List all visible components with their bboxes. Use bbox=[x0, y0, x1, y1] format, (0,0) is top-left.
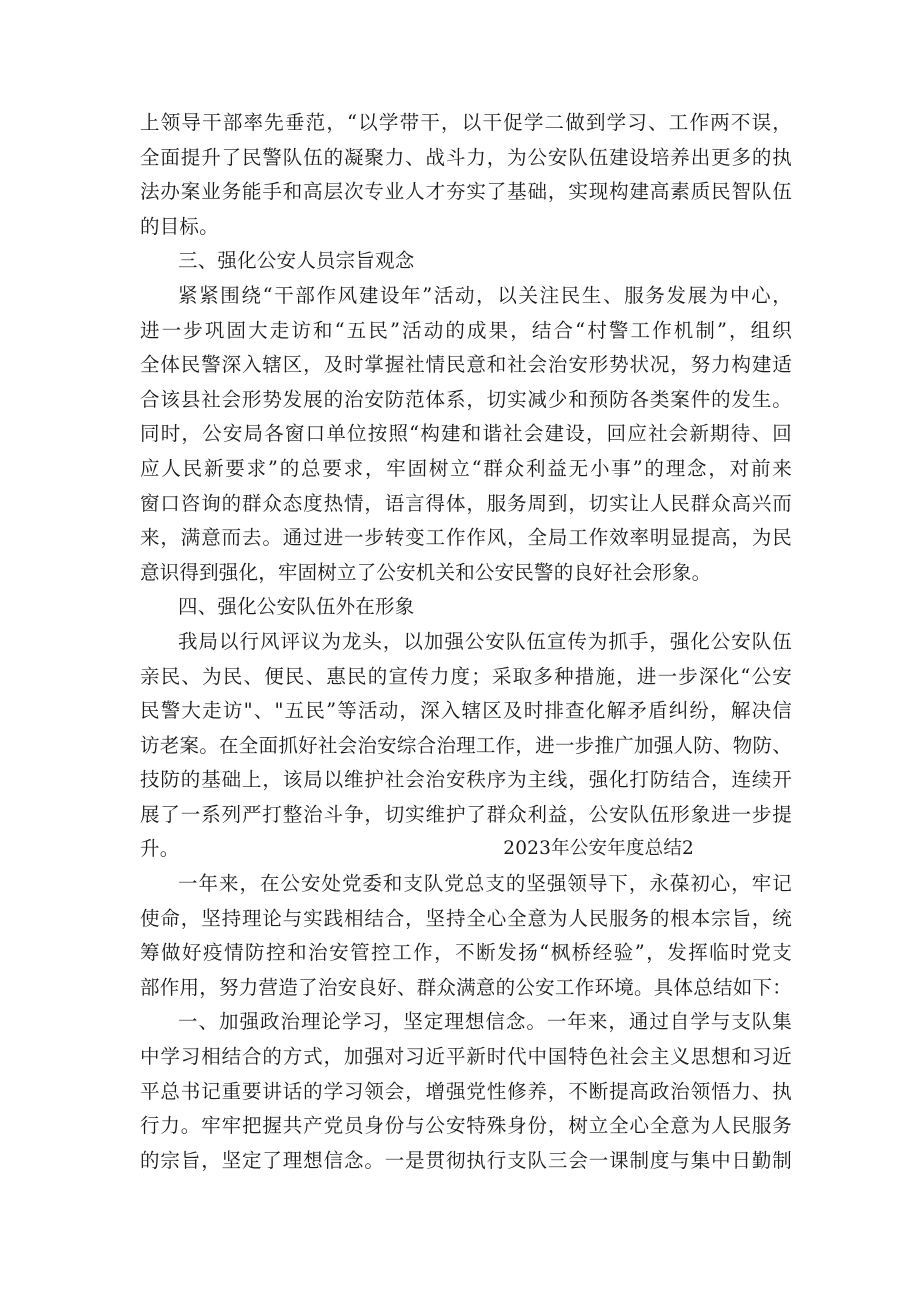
text-line: 中学习相结合的方式，加强对习近平新时代中国特色社会主义思想和习近 bbox=[140, 1045, 792, 1069]
text-line: 亲民、为民、便民、惠民的宣传力度；采取多种措施，进一步深化“公安 bbox=[140, 664, 792, 688]
text-line: 一年来，在公安处党委和支队党总支的坚强领导下，永葆初心，牢记 bbox=[178, 872, 792, 896]
text-line: 平总书记重要讲话的学习领会，增强党性修养，不断提高政治领悟力、执 bbox=[140, 1079, 792, 1103]
text-line: 上领导干部率先垂范，“以学带干，以干促学二做到学习、工作两不误， bbox=[140, 111, 792, 134]
text-line: 进一步巩固大走访和“五民”活动的成果，结合“村警工作机制”，组织 bbox=[140, 318, 792, 342]
paragraph-end: 升。 bbox=[140, 837, 180, 861]
text-line: 窗口咨询的群众态度热情，语言得体，服务周到，切实让人民群众高兴而 bbox=[140, 491, 792, 515]
text-line: 展了一系列严打整治斗争，切实维护了群众利益，公安队伍形象进一步提 bbox=[140, 802, 792, 826]
text-line: 我局以行风评议为龙头，以加强公安队伍宣传为抓手，强化公安队伍 bbox=[178, 629, 792, 653]
text-line-with-title bbox=[140, 832, 792, 867]
text-line: 的目标。 bbox=[140, 214, 219, 238]
text-line: 访老案。在全面抓好社会治安综合治理工作，进一步推广加强人防、物防、 bbox=[140, 733, 792, 757]
text-line: 应人民新要求”的总要求，牢固树立“群众利益无小事”的理念，对前来 bbox=[140, 456, 792, 480]
text-line: 的宗旨，坚定了理想信念。一是贯彻执行支队三会一课制度与集中日勤制 bbox=[140, 1148, 792, 1172]
text-line: 意识得到强化，牢固树立了公安机关和公安民警的良好社会形象。 bbox=[140, 560, 712, 584]
text-line: 来，满意而去。通过进一步转变工作作风，全局工作效率明显提高，为民 bbox=[140, 526, 792, 550]
text-line: 全面提升了民警队伍的凝聚力、战斗力，为公安队伍建设培养出更多的执 bbox=[140, 145, 792, 169]
section-title: 2023年公安年度总结2 bbox=[503, 838, 694, 860]
text-line: 紧紧围绕“干部作风建设年”活动，以关注民生、服务发展为中心， bbox=[178, 283, 792, 307]
text-line: 部作用，努力营造了治安良好、群众满意的公安工作环境。具体总结如下： bbox=[140, 975, 792, 999]
text-line: 行力。牢牢把握共产党员身份与公安特殊身份，树立全心全意为人民服务 bbox=[140, 1114, 792, 1138]
text-line: 四、强化公安队伍外在形象 bbox=[178, 595, 415, 619]
text-line: 三、强化公安人员宗旨观念 bbox=[178, 249, 415, 273]
text-line: 合该县社会形势发展的治安防范体系，切实减少和预防各类案件的发生。 bbox=[140, 387, 792, 411]
document-page bbox=[140, 106, 792, 1178]
text-line: 使命，坚持理论与实践相结合，坚持全心全意为人民服务的根本宗旨，统 bbox=[140, 906, 792, 930]
text-line: 技防的基础上，该局以维护社会治安秩序为主线，强化打防结合，连续开 bbox=[140, 768, 792, 792]
text-line: 法办案业务能手和高层次专业人才夯实了基础，实现构建高素质民智队伍 bbox=[140, 180, 792, 204]
text-line: 全体民警深入辖区，及时掌握社情民意和社会治安形势状况，努力构建适 bbox=[140, 353, 792, 377]
text-line: 同时，公安局各窗口单位按照“构建和谐社会建设，回应社会新期待、回 bbox=[140, 422, 792, 446]
text-line: 筹做好疫情防控和治安管控工作，不断发扬“枫桥经验”，发挥临时党支 bbox=[140, 941, 792, 965]
text-line: 民警大走访"、"五民”等活动，深入辖区及时排查化解矛盾纠纷，解决信 bbox=[140, 699, 792, 723]
text-line: 一、加强政治理论学习，坚定理想信念。一年来，通过自学与支队集 bbox=[178, 1010, 792, 1034]
